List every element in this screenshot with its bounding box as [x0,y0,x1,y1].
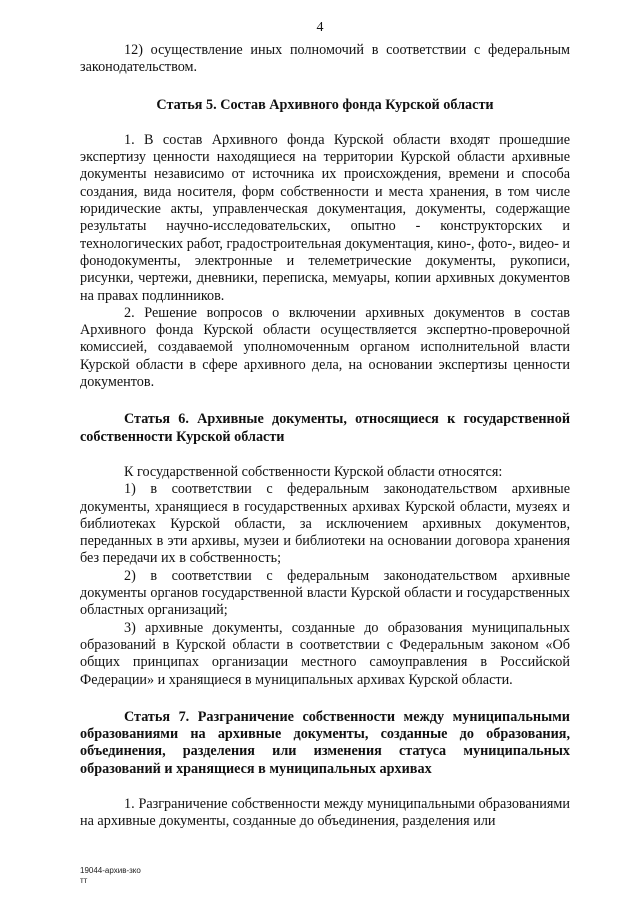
document-body [80,42,570,831]
footer-code [80,866,141,886]
article-7-title: Статья 7. Разграничение собственности между муниципальными образованиями на архивные документы, созданные до образования, объединения, разделения или изменения статуса муниципальных образований и хранящиеся в муниципальных архивах [80,708,570,777]
article-6-paragraph-1: К государственной собственности Курской области относятся: [124,463,503,480]
article-6-title: Статья 6. Архивные документы, относящиеся к государственной собственности Курской области [80,411,570,445]
page-number: 4 [316,20,324,35]
article-7-paragraph-1: 1. Разграничение собственности между муниципальными образованиями на архивные документы, созданные до объединения, разделения или [80,795,570,830]
footer-line-2: тт [80,876,88,885]
article-5-paragraph-2: 2. Решение вопросов о включении архивных документов в состав Архивного фонда Курской области осуществляется экспертно-проверочной комиссией, создаваемой уполномоченным органом исполнительной власти Курской области в сфере архивного дела, на основании экспертизы ценности документов. [80,304,570,391]
intro-paragraph: 12) осуществление иных полномочий в соответствии с федеральным законодательством. [80,42,570,76]
article-6-paragraph-3: 2) в соответствии с федеральным законодательством архивные документы органов государственной власти Курской области и государственных областных организаций; [80,567,570,619]
article-6-paragraph-2: 1) в соответствии с федеральным законодательством архивные документы, хранящиеся в государственных архивах Курской области, музеях и библиотеках Курской области, за исключением архивных документов, переданных в эти архивы, музеи и библиотеки на основании договора хранения без передачи их в собственность; [80,481,570,567]
article-5-paragraph-1: 1. В состав Архивного фонда Курской области входят прошедшие экспертизу ценности находящиеся на территории Курской области архивные документы независимо от источника их происхождения, времени и способа создания, вида носителя, форм собственности и места хранения, в том числе юридические акты, управленческая документация, документы, содержащие результаты научно-исследовательских, опытно - конструкторских и технологических работ, градостроительная документация, кино-, фото-, видео- и фонодокументы, электронные и телеметрические документы, рукописи, рисунки, чертежи, дневники, переписка, мемуары, копии архивных документов на правах подлинников. [80,131,570,304]
footer-line-1: 19044-архив-зко [80,866,141,875]
article-5-title: Статья 5. Состав Архивного фонда Курской области [156,96,494,113]
article-6-paragraph-4: 3) архивные документы, созданные до образования муниципальных образований в Курской области в соответствии с Федеральным законом «Об общих принципах организации местного самоуправления в Российской Федерации» и хранящиеся в муниципальных архивах Курской области. [80,619,570,688]
